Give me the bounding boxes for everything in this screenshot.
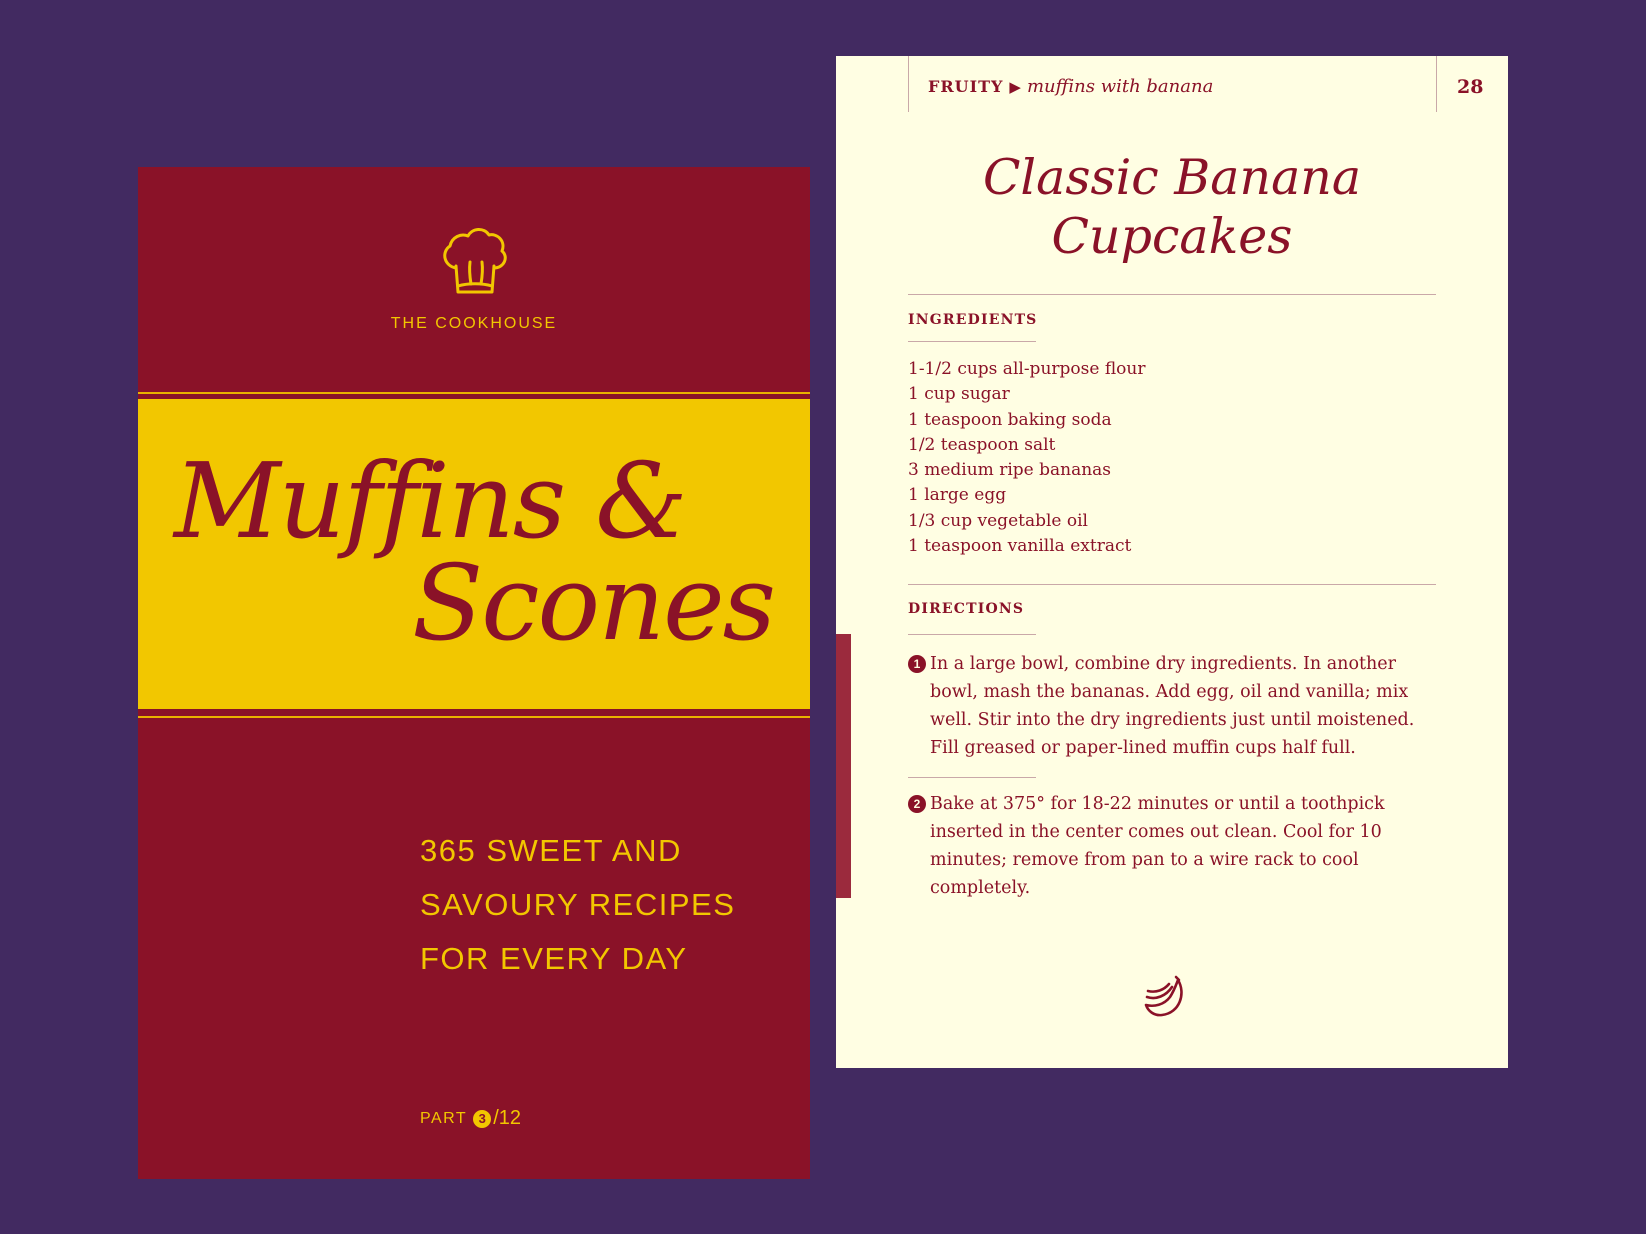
cover-subtitle xyxy=(420,824,735,986)
ingredient-item: 1 teaspoon baking soda xyxy=(908,409,1112,430)
direction-step xyxy=(908,650,1436,762)
page-edge-marker xyxy=(836,634,851,898)
direction-step xyxy=(908,790,1436,902)
page-number: 28 xyxy=(1457,76,1484,98)
subtitle-line: FOR EVERY DAY xyxy=(420,941,688,976)
step-text: Bake at 375° for 18-22 minutes or until a toothpick inserted in the center comes out clean. Cool for 10 minutes; remove from pan to a wire rack to cool completely. xyxy=(930,794,1385,898)
ingredient-item: 1/2 teaspoon salt xyxy=(908,434,1056,455)
header-divider-right xyxy=(1436,56,1437,112)
divider xyxy=(908,294,1436,295)
divider-short xyxy=(908,777,1036,778)
cover-rule-top xyxy=(138,392,810,394)
publisher-brand: THE COOKHOUSE xyxy=(390,315,558,332)
subtitle-line: 365 SWEET AND xyxy=(420,833,682,868)
ingredient-item: 1 cup sugar xyxy=(908,384,1010,405)
part-indicator xyxy=(420,1107,521,1130)
header-divider-left xyxy=(908,56,909,112)
cover-title-line2: Scones xyxy=(412,542,775,664)
book-cover xyxy=(138,167,810,1179)
breadcrumb-category: FRUITY xyxy=(928,77,1004,96)
recipe-title: Classic Banana Cupcakes xyxy=(982,149,1362,265)
subtitle-line: SAVOURY RECIPES xyxy=(420,887,736,922)
part-number-badge: 3 xyxy=(473,1110,491,1128)
ingredients-list xyxy=(908,357,1145,559)
chef-hat-icon xyxy=(436,222,512,298)
banana-icon xyxy=(1142,973,1190,1021)
ingredient-item: 1/3 cup vegetable oil xyxy=(908,510,1088,531)
breadcrumb-arrow-icon: ▶ xyxy=(1009,80,1021,96)
divider-short xyxy=(908,341,1036,342)
part-label: PART xyxy=(420,1109,468,1127)
breadcrumb xyxy=(928,76,1213,97)
recipe-page xyxy=(836,56,1508,1068)
divider xyxy=(908,584,1436,585)
divider-short xyxy=(908,634,1036,635)
part-total: /12 xyxy=(493,1107,522,1129)
step-number-badge: 2 xyxy=(908,795,926,813)
title-band xyxy=(138,399,810,709)
ingredient-item: 1-1/2 cups all-purpose flour xyxy=(908,359,1146,379)
ingredient-item: 3 medium ripe bananas xyxy=(908,460,1112,481)
step-text: In a large bowl, combine dry ingredients. In another bowl, mash the bananas. Add egg, oil and vanilla; mix well. Stir into the dry ingredients just until moistened. Fill greased or paper-lined muffin cups half full. xyxy=(930,654,1415,758)
step-number-badge: 1 xyxy=(908,655,926,673)
ingredients-heading: INGREDIENTS xyxy=(908,312,1038,328)
cover-title-line1: Muffins & xyxy=(174,440,686,562)
directions-heading: DIRECTIONS xyxy=(908,601,1025,617)
ingredient-item: 1 large egg xyxy=(908,485,1007,506)
cover-rule-bottom xyxy=(138,716,810,718)
breadcrumb-subcategory: muffins with banana xyxy=(1026,76,1214,97)
ingredient-item: 1 teaspoon vanilla extract xyxy=(908,536,1132,557)
